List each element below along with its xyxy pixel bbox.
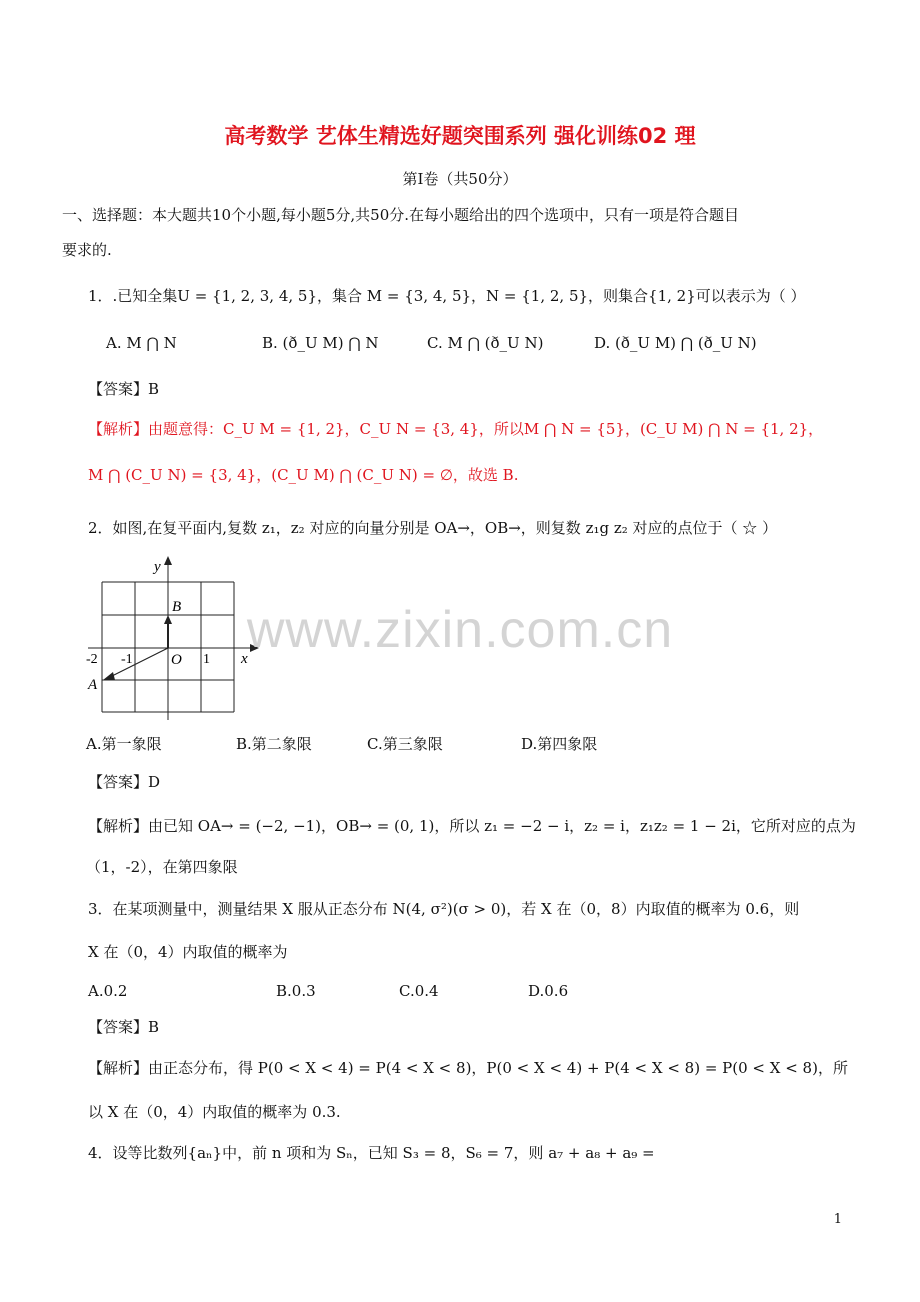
- question-1-answer: 【答案】B: [88, 380, 160, 398]
- question-2-option-c: C.第三象限: [367, 735, 443, 753]
- question-2-option-b: B.第二象限: [236, 735, 312, 753]
- question-3-stem-line-1: 3．在某项测量中，测量结果 X 服从正态分布 N(4, σ²)(σ > 0)，若 X 在（0，8）内取值的概率为 0.6，则: [88, 900, 800, 918]
- question-3-stem-line-2: X 在（0，4）内取值的概率为: [88, 943, 288, 961]
- question-1-option-d: D. (ð_U M) ⋂ (ð_U N): [594, 334, 757, 352]
- vector-oa-head: [103, 672, 115, 680]
- question-3-analysis-line-2: 以 X 在（0，4）内取值的概率为 0.3.: [88, 1103, 341, 1121]
- tick-label-1: 1: [203, 652, 210, 667]
- question-1-stem: 1．.已知全集U = {1, 2, 3, 4, 5}，集合 M = {3, 4, 5}，N = {1, 2, 5}，则集合{1, 2}可以表示为（ ）: [88, 287, 806, 305]
- question-2-answer: 【答案】D: [88, 773, 161, 791]
- question-2-analysis-line-1: 【解析】由已知 OA→ = (−2, −1)，OB→ = (0, 1)，所以 z₁ = −2 − i，z₂ = i，z₁z₂ = 1 − 2i，它所对应的点为: [88, 817, 856, 835]
- instructions-line-1: 一、选择题：本大题共10个小题,每小题5分,共50分.在每小题给出的四个选项中，只有一项是符合题目: [62, 206, 740, 224]
- page-number: 1: [833, 1212, 842, 1227]
- question-3-answer: 【答案】B: [88, 1018, 160, 1036]
- question-3-analysis-line-1: 【解析】由正态分布，得 P(0 < X < 4) = P(4 < X < 8)，P(0 < X < 4) + P(4 < X < 8) = P(0 < X < 8)，所: [88, 1059, 848, 1077]
- tick-label-neg1: -1: [121, 652, 133, 667]
- question-3-option-c: C.0.4: [399, 982, 439, 1000]
- watermark: www.zixin.com.cn: [246, 601, 674, 659]
- question-3-option-a: A.0.2: [88, 982, 128, 1000]
- question-1-analysis-line-1: 【解析】由题意得：C_U M = {1, 2}，C_U N = {3, 4}，所以M ⋂ N = {5}，(C_U M) ⋂ N = {1, 2}，: [88, 420, 824, 438]
- question-3-option-d: D.0.6: [528, 982, 569, 1000]
- point-b-label: B: [172, 599, 182, 615]
- question-1-option-c: C. M ⋂ (ð_U N): [427, 334, 544, 352]
- question-1-option-a: A. M ⋂ N: [106, 334, 177, 352]
- question-4-stem: 4．设等比数列{aₙ}中，前 n 项和为 Sₙ，已知 S₃ = 8，S₆ = 7，则 a₇ + a₈ + a₉ =: [88, 1144, 655, 1162]
- y-axis-label: y: [154, 559, 161, 575]
- question-2-analysis-line-2: （1，-2），在第四象限: [86, 858, 238, 876]
- question-2-option-a: A.第一象限: [86, 735, 162, 753]
- question-3-option-b: B.0.3: [276, 982, 316, 1000]
- section-subtitle: 第Ⅰ卷（共50分）: [402, 170, 518, 188]
- document-title: 高考数学 艺体生精选好题突围系列 强化训练02 理: [224, 124, 696, 148]
- question-1-option-b: B. (ð_U M) ⋂ N: [262, 334, 379, 352]
- x-axis-label: x: [241, 651, 248, 667]
- question-2-stem: 2．如图,在复平面内,复数 z₁，z₂ 对应的向量分别是 OA→，OB→，则复数 z₁g z₂ 对应的点位于（ ☆ ）: [88, 519, 778, 537]
- tick-label-neg2: -2: [86, 652, 98, 667]
- question-1-analysis-line-2: M ⋂ (C_U N) = {3, 4}，(C_U M) ⋂ (C_U N) = ∅，故选 B.: [88, 466, 519, 484]
- instructions-line-2: 要求的.: [62, 241, 112, 259]
- question-2-option-d: D.第四象限: [521, 735, 598, 753]
- point-a-label: A: [88, 677, 98, 693]
- y-axis-arrow: [164, 556, 172, 565]
- origin-label: O: [171, 652, 182, 668]
